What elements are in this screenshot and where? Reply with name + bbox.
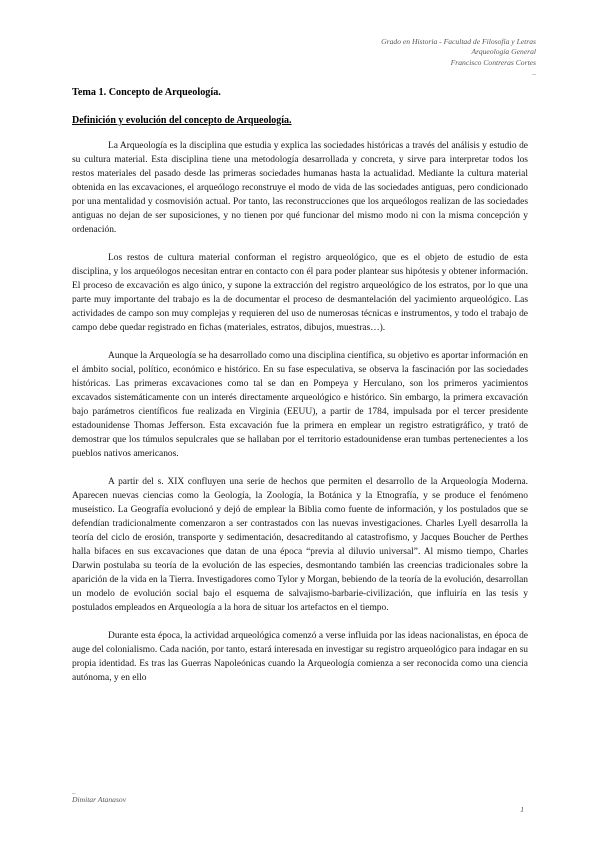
footer-author: Dimitar Atanasov bbox=[72, 795, 127, 804]
body-paragraph: A partir del s. XIX confluyen una serie de hechos que permiten el desarrollo de la Arqueología Moderna. Aparecen nuevas ciencias como la Geología, la Zoología, la Botánica y la Etnografía, y se produce el fenómeno museístico. La Geografía evolucionó y dejó de emplear la Biblia como fuente de información, y los postulados que se defendían tradicionalmente comenzaron a ser contrastados con las nuevas investigaciones. Charles Lyell desarrolla la teoría del ciclo de erosión, transporte y sedimentación, desacreditando al catastrofismo, y Jacques Boucher de Perthes halla bifaces en sus excavaciones que datan de una época “previa al diluvio universal”. Al mismo tiempo, Charles Darwin postulaba su teoría de la evolución de las especies, desmontando también las creencias tradicionales sobre la aparición de la vida en la Tierra. Investigadores como Tylor y Morgan, bebiendo de la teoría de la evolución, desarrollan un modelo de evolución social bajo el esquema de salvajismo-barbarie-civilización, que influiría en las tesis y postulados empleados en Arqueología a la hora de situar los artefactos en el tiempo. bbox=[72, 476, 528, 614]
body-paragraph: Durante esta época, la actividad arqueológica comenzó a verse influida por las ideas nacionalistas, en época de auge del colonialismo. Cada nación, por tanto, estará interesada en investigar su registro arqueológico para indagar en su propia identidad. Es tras las Guerras Napoleónicas cuando la Arqueología comienza a ser reconocida como una ciencia autónoma, y en ello bbox=[72, 630, 528, 683]
body-paragraph: Aunque la Arqueología se ha desarrollado como una disciplina científica, su objetivo es aportar información en el ámbito social, político, económico e histórico. En su fase especulativa, se observa la fascinación por las sociedades históricas. Las primeras excavaciones como tal se dan en Pompeya y Herculano, son los primeros yacimientos excavados sistemáticamente con un interés directamente arqueológico e histórico. Sin embargo, la primera excavación bajo parámetros científicos fue realizada en Virginia (EEUU), a partir de 1784, impulsada por el tercer presidente estadounidense Thomas Jefferson. Esta excavación fue la primera en emplear un registro estratigráfico, y trató de demostrar que los túmulos sepulcrales que se hallaban por el territorio estadounidense eran tumbas pertenecientes a los pueblos nativos americanos. bbox=[72, 350, 528, 460]
body-paragraph: La Arqueología es la disciplina que estudia y explica las sociedades históricas a través del análisis y estudio de su cultura material. Esta disciplina tiene una metodología desarrollada y concreta, y sirve para interpretar todos los restos materiales del pasado desde las primeras sociedades humanas hasta la actualidad. Mediante la cultura material obtenida en las excavaciones, el arqueólogo reconstruye el modo de vida de las sociedades antiguas, pero condicionado por una mentalidad y cosmovisión actual. Por tanto, las reconstrucciones que los arqueólogos realizan de las sociedades antiguas no dejan de ser suposiciones, y no tienen por qué funcionar del mismo modo ni con la misma concepción y ordenación. bbox=[72, 141, 528, 236]
document-title: Tema 1. Concepto de Arqueología. bbox=[72, 87, 221, 98]
header-professor-line: Francisco Contreras Cortes bbox=[450, 57, 536, 67]
document-body bbox=[72, 139, 528, 699]
footer-dash: _ bbox=[72, 787, 76, 795]
section-heading: Definición y evolución del concepto de Arqueología. bbox=[72, 115, 292, 126]
header-course-line: Grado en Historia - Facultad de Filosofía y Letras bbox=[381, 37, 536, 46]
page-number: 1 bbox=[520, 805, 524, 814]
page-header bbox=[276, 37, 536, 76]
header-subject-line: Arqueología General bbox=[471, 47, 536, 57]
body-paragraph: Los restos de cultura material conforman el registro arqueológico, que es el objeto de estudio de esta disciplina, y los arqueólogos necesitan entrar en contacto con él para poder plantear sus hipótesis y obtener información. El proceso de excavación es algo único, y supone la extracción del registro arqueológico de los estratos, por lo que una parte muy importante del trabajo es la de documentar el proceso de desmantelación del yacimiento arqueológico. Las actividades de campo son muy complejas y requieren del uso de numerosas técnicas e instrumentos, y todo el trabajo de campo debe quedar registrado en fichas (materiales, estratos, dibujos, muestras…). bbox=[72, 252, 528, 334]
header-dash: _ bbox=[532, 67, 536, 77]
